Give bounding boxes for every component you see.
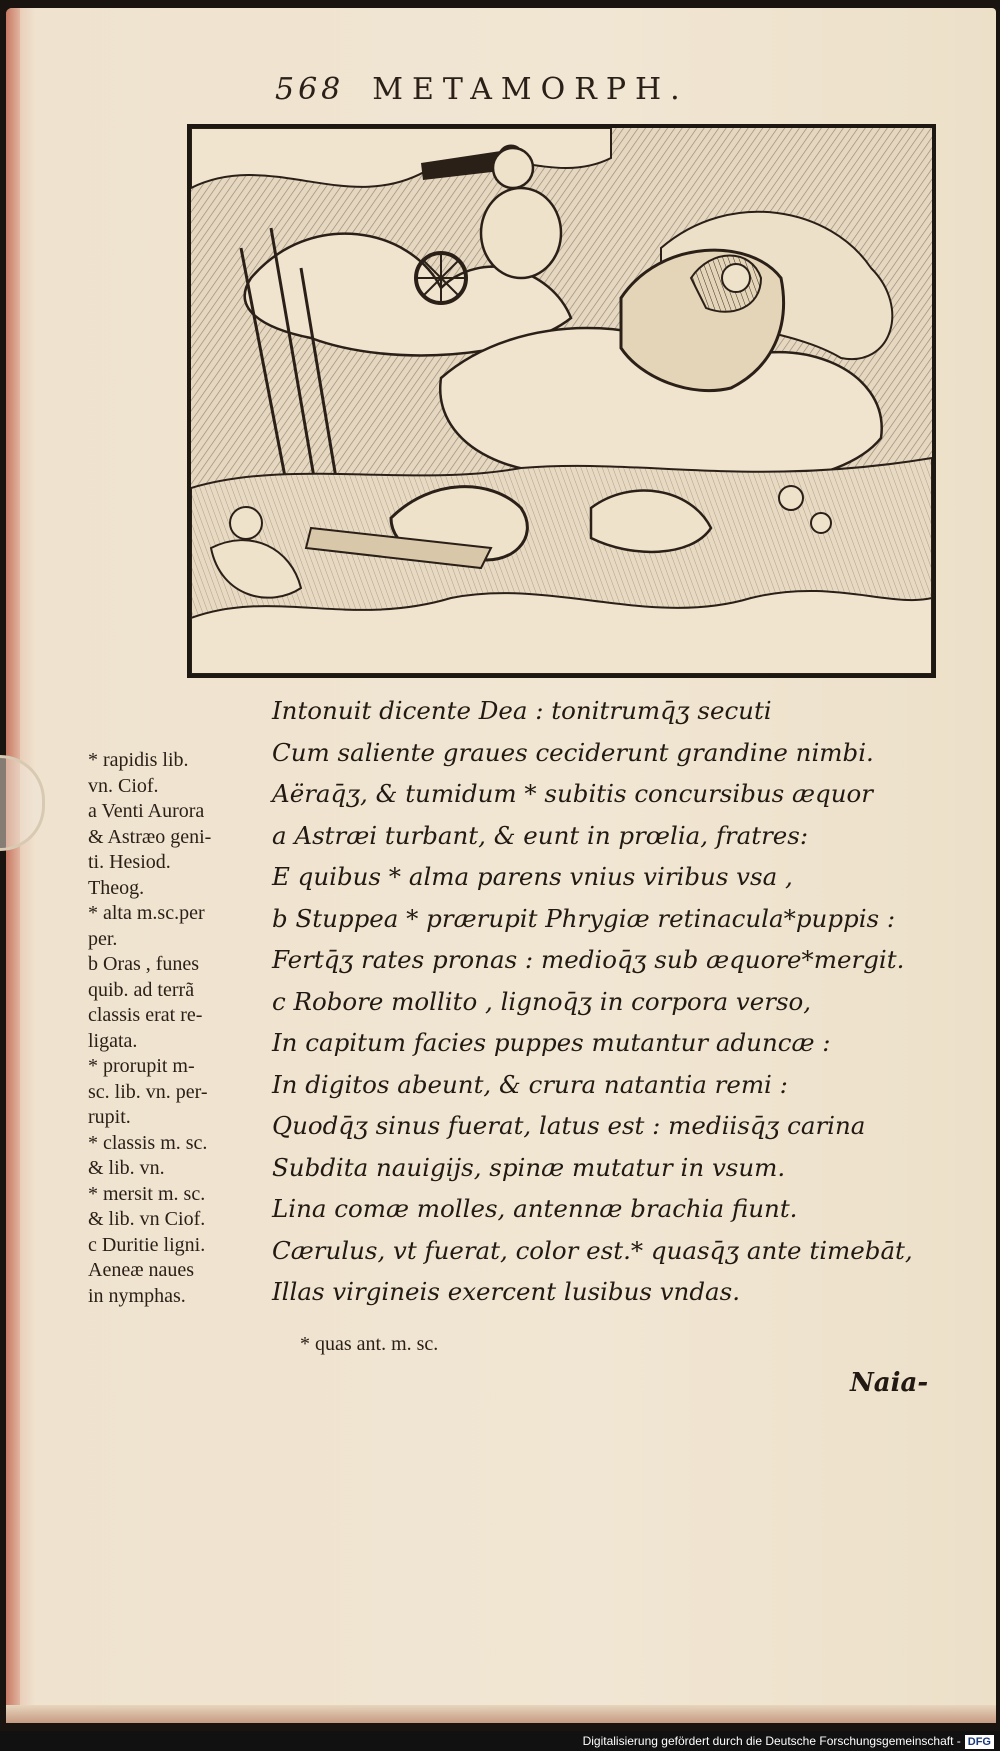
margin-note-line: classis erat re- — [88, 1004, 203, 1026]
margin-note-line: vn. Ciof. — [88, 774, 159, 797]
verse-line: Cærulus, vt fuerat, color est.* quasq̄ʒ ante timebāt, — [272, 1235, 913, 1265]
margin-note-line: rupit. — [88, 1106, 131, 1128]
verse-line: Quodq̄ʒ sinus fuerat, latus est : mediisq̄ʒ carina — [272, 1111, 866, 1140]
margin-note-line: * classis m. sc. — [88, 1131, 208, 1154]
verse-line: Intonuit dicente Dea : tonitrumq̄ʒ secuti — [272, 696, 772, 725]
verse-line: Lina comæ molles, antennæ brachia fiunt. — [272, 1194, 798, 1223]
verse-line: Aëraq̄ʒ, & tumidum * subitis concursibus æquor — [272, 779, 873, 808]
catchword: Naia- — [850, 1368, 929, 1398]
verse-block — [272, 690, 952, 1313]
margin-note-line: & lib. vn Ciof. — [88, 1208, 206, 1230]
margin-note-line: * alta m.sc.per — [88, 902, 205, 924]
page-bottom-edge — [6, 1705, 996, 1723]
footnote: * quas ant. m. sc. — [300, 1333, 439, 1355]
verse-line: Cum saliente graues ceciderunt grandine nimbi. — [272, 737, 874, 767]
verse-line: E quibus * alma parens vnius viribus vsa , — [272, 862, 793, 891]
woodcut-drawing — [191, 128, 932, 674]
verse-line: Fertq̄ʒ rates pronas : medioq̄ʒ sub æquore*mergit. — [272, 945, 905, 974]
margin-note-line: Theog. — [88, 876, 145, 899]
margin-note-line: c Duritie ligni. — [88, 1233, 206, 1256]
margin-note-line: & lib. vn. — [88, 1157, 165, 1179]
running-title: METAMORPH. — [372, 72, 689, 107]
verse-line: b Stuppea * prærupit Phrygiæ retinacula*puppis : — [272, 903, 896, 933]
verse-line: c Robore mollito , lignoq̄ʒ in corpora verso, — [272, 986, 812, 1016]
dfg-logo: DFG — [965, 1735, 994, 1749]
margin-note-line: ti. Hesiod. — [88, 851, 171, 873]
woodcut-illustration — [187, 124, 936, 678]
digitization-footer — [0, 1731, 1000, 1751]
margin-note-line: * prorupit m- — [88, 1055, 195, 1077]
margin-note-line: a Venti Aurora — [88, 800, 205, 822]
margin-note-line: * mersit m. sc. — [88, 1182, 206, 1205]
verse-line: Illas virgineis exercent lusibus vndas. — [272, 1277, 740, 1306]
verse-line: Subdita nauigijs, spinæ mutatur in vsum. — [272, 1152, 786, 1182]
verse-line: In digitos abeunt, & crura natantia remi : — [272, 1069, 788, 1099]
margin-note-line: sc. lib. vn. per- — [88, 1080, 208, 1103]
running-header — [275, 72, 689, 107]
margin-note-line: ligata. — [88, 1029, 138, 1052]
margin-notes — [88, 748, 268, 1309]
verse-line: In capitum facies puppes mutantur aduncæ : — [272, 1028, 831, 1057]
verse-line: a Astræi turbant, & eunt in prœlia, fratres: — [272, 820, 809, 850]
margin-note-line: Aeneæ naues — [88, 1259, 195, 1281]
margin-note-line: & Astræo geni- — [88, 825, 212, 848]
margin-note-line: * rapidis lib. — [88, 749, 189, 771]
page-edge — [6, 8, 20, 1723]
footer-text: Digitalisierung gefördert durch die Deutsche Forschungsgemeinschaft - — [582, 1734, 961, 1748]
margin-note-line: b Oras , funes — [88, 953, 200, 975]
margin-note-line: per. — [88, 927, 118, 950]
page-number: 568 — [275, 72, 345, 107]
margin-note-line: quib. ad terrã — [88, 978, 195, 1001]
margin-note-line: in nymphas. — [88, 1284, 186, 1307]
